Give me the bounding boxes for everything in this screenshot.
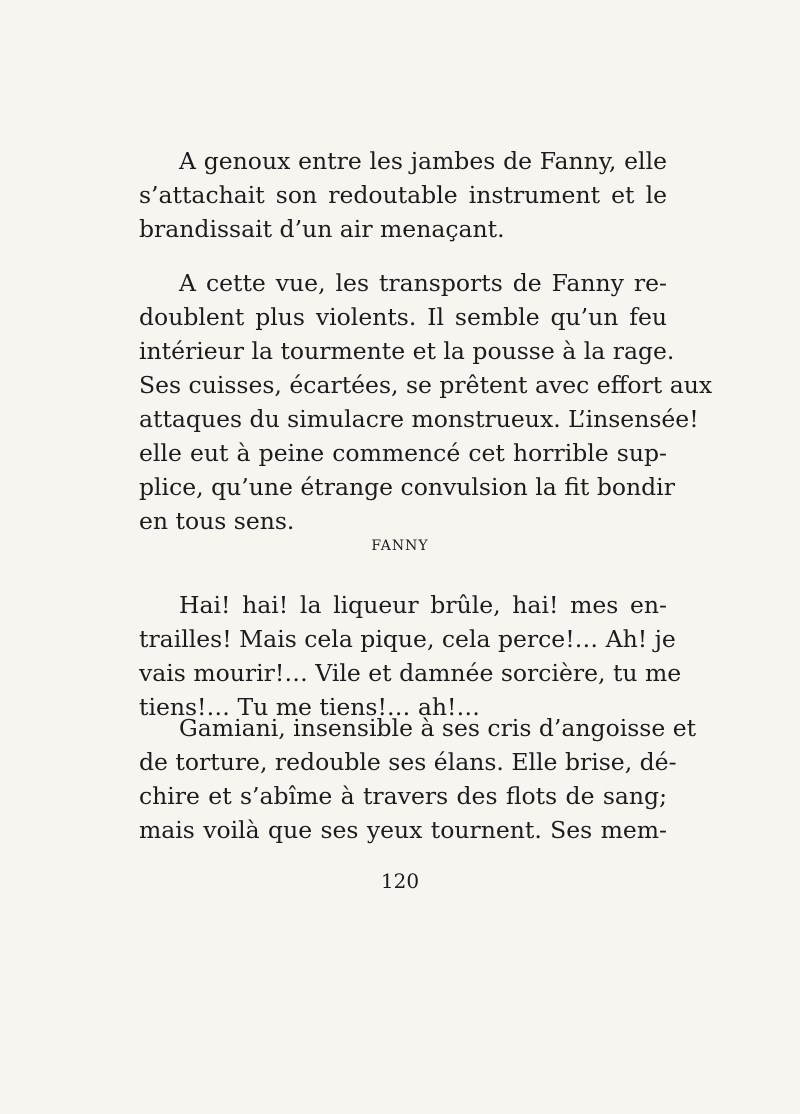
text-line: Hai! hai! la liqueur brûle, hai! mes en- [179,591,667,619]
text-line: elle eut à peine commencé cet horrible sup- [139,439,667,467]
paragraph-4 [139,711,697,847]
text-line: de torture, redouble ses élans. Elle brise, dé- [139,748,677,776]
text-line: brandissait d’un air menaçant. [139,215,505,243]
text-line: s’attachait son redoutable instrument et le [139,181,667,209]
text-line: intérieur la tourmente et la pousse à la rage. [139,337,675,365]
text-line: attaques du simulacre monstrueux. L’insensée! [139,405,699,433]
text-line: Ses cuisses, écartées, se prêtent avec effort aux [139,371,713,399]
page-number: 120 [380,869,420,893]
text-line: A genoux entre les jambes de Fanny, elle [179,147,667,175]
text-line: vais mourir!… Vile et damnée sorcière, tu me [139,659,682,687]
text-line: A cette vue, les transports de Fanny re- [179,269,667,297]
paragraph-3 [139,588,682,724]
text-line: chire et s’abîme à travers des flots de sang; [139,782,667,810]
paragraph-1 [139,144,667,246]
text-line: tiens!… Tu me tiens!… ah!… [139,693,480,721]
text-line: mais voilà que ses yeux tournent. Ses mem- [139,816,667,844]
text-line: Gamiani, insensible à ses cris d’angoisse et [179,714,697,742]
text-line: en tous sens. [139,507,295,535]
text-line: doublent plus violents. Il semble qu’un feu [139,303,667,331]
speaker-name: FANNY [371,538,429,554]
text-line: plice, qu’une étrange convulsion la fit bondir [139,473,675,501]
paragraph-2 [139,266,713,538]
text-line: trailles! Mais cela pique, cela perce!… Ah! je [139,625,676,653]
